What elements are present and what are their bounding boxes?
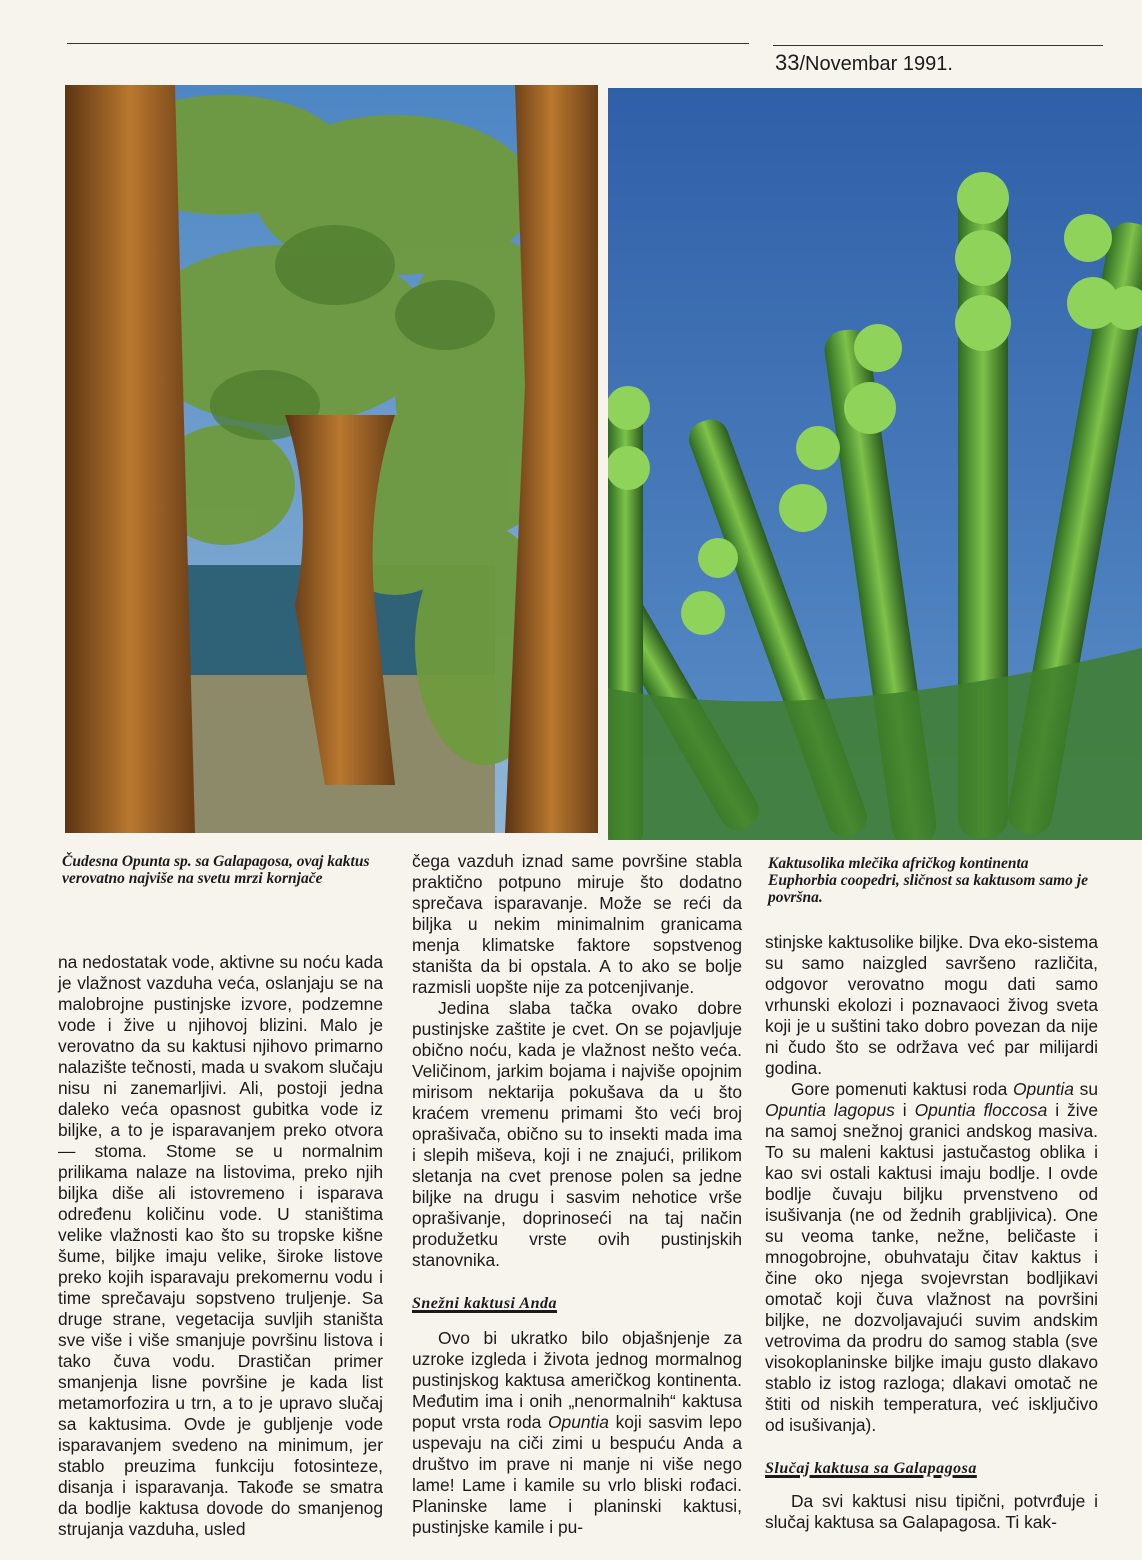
issue-date: /Novembar 1991. bbox=[799, 53, 953, 75]
col1-paragraph-1: na nedostatak vode, aktivne su noću kada je vlažnost vazduha veća, oslanjaju se na malobrojne pustinjske izvore, podzemne vode i žive u njihovoj blizini. Malo je verovatno da su kaktusi njihovo primarno nalazište tečnosti, mada u svakom slučaju nisu ni zanemarljivi. Ali, postoji jedna daleko veća opasnost gubitka vode iz biljke, a to je isparavanjem preko otvora — stoma. Stome se u normalnim prilikama nalaze na listovima, preko njih biljka diše ali istovremeno i isparava određenu količinu vode. U staništima velike vlažnosti kao što su tropske kišne šume, biljke imaju velike, široke listove preko kojih isparavaju prekomernu vodu i time sprečavaju sopstveno truljenje. Sa druge strane, vegetacija suvljih staništa sve više i više smanjuje površinu listova i tako čuva vodu. Drastičan primer smanjenja lisne površine je kada list metamorfozira u trn, a to je upravo slučaj sa kaktusima. Ovde je gubljenje vode isparavanjem svedeno na minimum, jer stablo preuzima funkciju fotosinteze, disanja i isparavanja. Takođe se smatra da bodlje kaktusa dovode do smanjenog strujanja vazduha, usled bbox=[58, 952, 383, 1539]
euphorbia-photo-illustration bbox=[608, 88, 1142, 840]
text-column-1 bbox=[58, 952, 383, 1540]
col3-p2-text-d: i žive na samoj snežnoj granici andskog masiva. To su maleni kaktusi jastučastog oblika i kao svi ostali kaktusi imaju bodlje. I ovde bodlje čuvaju biljku prvenstveno od isušivanja (ne od žednih grabljivica). One su veoma tanke, nežne, beličaste i mnogobrojne, obuhvataju čitav kaktus i čine oko njega svojevrstan bodljikavi omotač koji čuva vlažnost na površini biljke, ne dozvoljavajući suvim andskim vetrovima da prodru do samog stabla (sve visokoplaninske biljke imaju gusto dlakavo stablo iz istog razloga; dlakavi omotač ne štiti od niskih temperatura, već isključivo od isušivanja). bbox=[765, 1100, 1098, 1435]
page-folio bbox=[775, 50, 953, 76]
col3-p2-species-lagopus: Opuntia lagopus bbox=[765, 1100, 895, 1120]
header-rule-left bbox=[67, 43, 749, 44]
col2-paragraph-2: Jedina slaba tačka ovako dobre pustinjske zaštite je cvet. On se pojavljuje obično noću, kada je vlažnost nešto veća. Veličinom, jarkim bojama i najviše opojnim mirisom nektarija pokušava da u što kraćem vremenu primami što veći broj oprašivača, obično su to insekti mada ima i slepih miševa, koji i ne znajući, prilikom sletanja na cvet prenose polen sa jedne biljke na drugu i sasvim nehotice vrše oprašivanje, doprinoseći na taj način produžetku vrste ovih pustinjskih stanovnika. bbox=[412, 998, 742, 1270]
page-number: 33 bbox=[775, 50, 800, 75]
col3-paragraph-2 bbox=[765, 1079, 1098, 1436]
col3-paragraph-3: Da svi kaktusi nisu tipični, potvrđuje i slučaj kaktusa sa Galapagosa. Ti kak- bbox=[765, 1491, 1098, 1532]
col2-paragraph-3 bbox=[412, 1328, 742, 1538]
caption-left: Čudesna Opunta sp. sa Galapagosa, ovaj kaktus verovatno najviše na svetu mrzi kornjače bbox=[62, 853, 370, 887]
col3-p2-text-c: i bbox=[894, 1100, 915, 1120]
section-heading-galapagos: Slučaj kaktusa sa Galapagosa bbox=[765, 1460, 977, 1477]
col3-p2-genus: Opuntia bbox=[1013, 1079, 1074, 1099]
header-rule-right bbox=[773, 45, 1103, 46]
text-column-3 bbox=[765, 932, 1098, 1533]
col2-paragraph-1: čega vazduh iznad same površine stabla praktično potpuno miruje što dodatno sprečava isparavanje. Može se reći da biljka u nekim minimalnim granicama menja klimatske faktore sopstvenog staništa da bi opstala. A to ako se bolje razmisli uopšte nije za potcenjivanje. bbox=[412, 851, 742, 997]
text-column-2 bbox=[412, 851, 742, 1538]
photo-euphorbia bbox=[608, 88, 1142, 840]
col3-p2-species-floccosa: Opuntia floccosa bbox=[914, 1100, 1048, 1120]
col2-p3-text-a: Ovo bi ukratko bilo objašnjenje za uzroke izgleda i života jednog mormalnog pustinjskog kaktusa američkog kontinenta. Međutim ima i onih „nenormalnih“ kaktusa poput vrsta roda bbox=[412, 1328, 742, 1432]
section-heading-andes: Snežni kaktusi Anda bbox=[412, 1295, 557, 1312]
opuntia-photo-illustration bbox=[65, 85, 598, 833]
col3-paragraph-1: stinjske kaktusolike biljke. Dva eko-sistema su samo naizgled savršeno različita, odgovor verovatno mogu dati samo vrhunski ekolozi i poznavaoci živog sveta koji je u suštini tako dobro povezan da nije ni čudo što se održava već par milijardi godina. bbox=[765, 932, 1098, 1078]
col3-p2-text-a: Gore pomenuti kaktusi roda bbox=[791, 1079, 1013, 1099]
col2-p3-text-b: koji sasvim lepo uspevaju na ciči zimi u bespuću Anda a društvo im prave ni manje ni više nego lame! Lame i kamile su vrlo bliski rođaci. Planinske lame i planinski kaktusi, pustinjske kamile i pu- bbox=[412, 1412, 742, 1537]
col2-p3-genus: Opuntia bbox=[548, 1412, 609, 1432]
col3-p2-text-b: su bbox=[1073, 1079, 1099, 1099]
caption-right: Kaktusolika mlečika afričkog kontinenta Euphorbia coopedri, sličnost sa kaktusom samo je površna. bbox=[768, 855, 1088, 906]
photo-opuntia-galapagos bbox=[65, 85, 598, 833]
